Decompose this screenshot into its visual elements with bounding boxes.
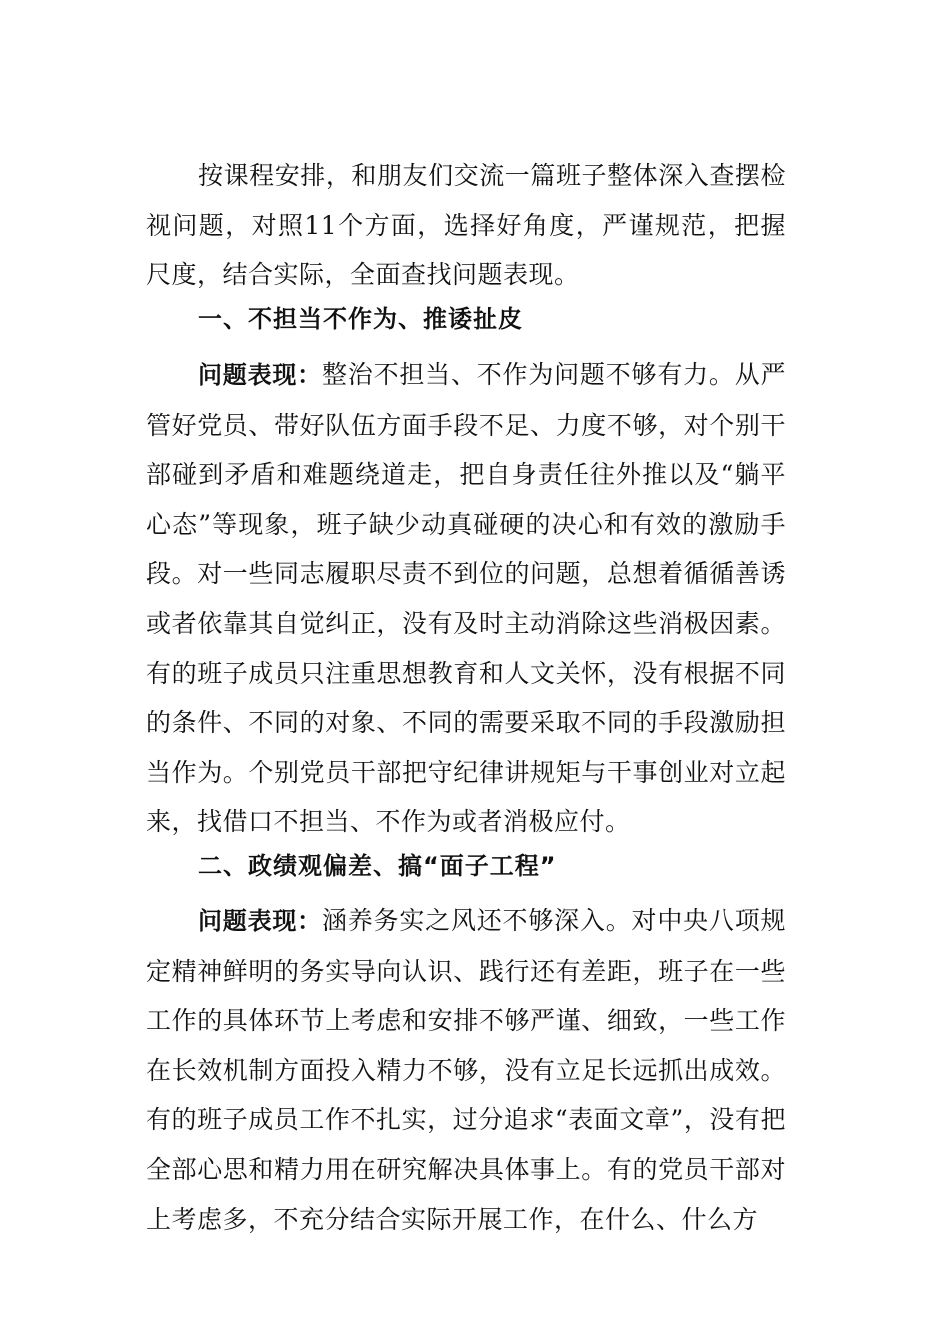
- section-paragraph-1: [146, 350, 786, 847]
- section-heading-1: 一、不担当不作为、推诿扯皮: [198, 304, 523, 333]
- problem-text-1: 整治不担当、不作为问题不够有力。从严管好党员、带好队伍方面手段不足、力度不够，对个别干部碰到矛盾和难题绕道走，把自身责任往外推以及“躺平心态”等现象，班子缺少动真碰硬的决心和有效的激励手段。对一些同志履职尽责不到位的问题，总想着循循善诱或者依靠其自觉纠正，没有及时主动消除这些消极因素。有的班子成员只注重思想教育和人文关怀，没有根据不同的条件、不同的对象、不同的需要采取不同的手段激励担当作为。个别党员干部把守纪律讲规矩与干事创业对立起来，找借口不担当、不作为或者消极应付。: [146, 360, 786, 837]
- intro-paragraph: 按课程安排，和朋友们交流一篇班子整体深入查摆检视问题，对照11个方面，选择好角度，严谨规范，把握尺度，结合实际，全面查找问题表现。: [146, 161, 786, 290]
- section-heading-2: 二、政绩观偏差、搞“面子工程”: [198, 851, 557, 880]
- section-paragraph-2: [146, 896, 786, 1244]
- problem-label-1: 问题表现：: [198, 361, 322, 389]
- problem-label-2: 问题表现：: [198, 907, 322, 935]
- problem-text-2: 涵养务实之风还不够深入。对中央八项规定精神鲜明的务实导向认识、践行还有差距，班子在一些工作的具体环节上考虑和安排不够严谨、细致，一些工作在长效机制方面投入精力不够，没有立足长远抓出成效。有的班子成员工作不扎实，过分追求“表面文章”，没有把全部心思和精力用在研究解决具体事上。有的党员干部对上考虑多，不充分结合实际开展工作，在什么、什么方: [146, 906, 786, 1234]
